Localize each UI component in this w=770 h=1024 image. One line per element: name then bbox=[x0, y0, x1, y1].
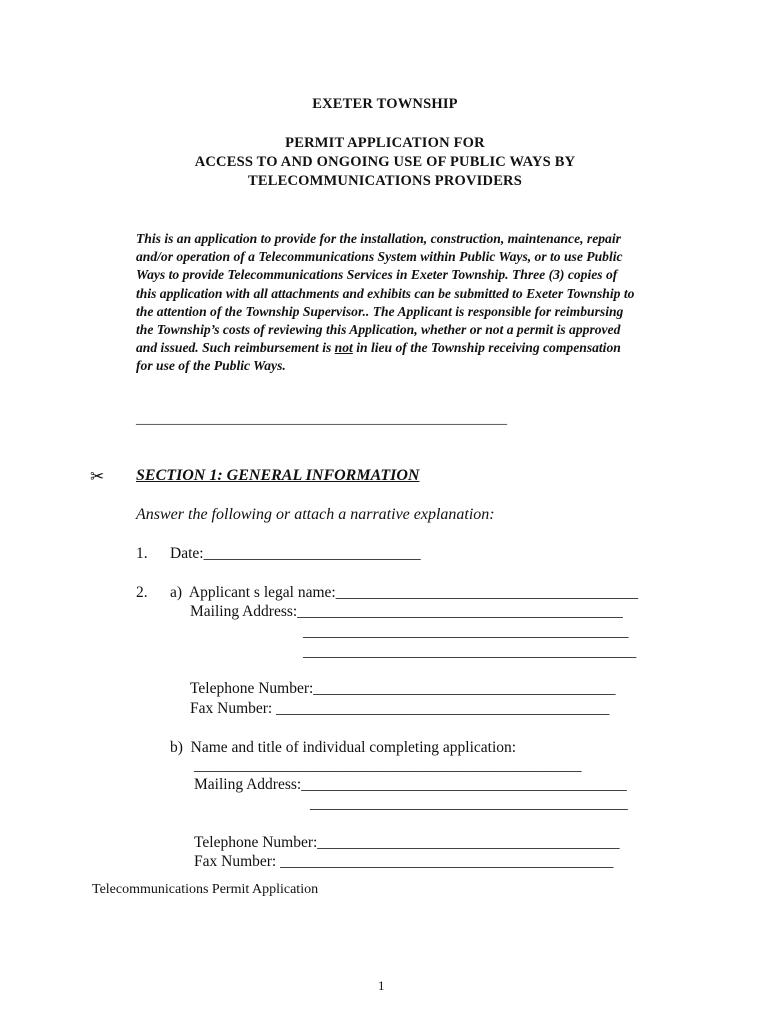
signature-line[interactable]: _____________________________________________________ bbox=[136, 412, 507, 427]
intro-text-2: in lieu of the Township receiving compensation for use of the Public Ways. bbox=[136, 340, 621, 374]
page-number: 1 bbox=[378, 978, 385, 993]
individual-address-line-2[interactable]: _________________________________________ bbox=[310, 795, 628, 812]
individual-mailing-address-field[interactable]: Mailing Address:__________________________________________ bbox=[194, 776, 627, 793]
applicant-mailing-address-field[interactable]: Mailing Address:__________________________________________ bbox=[190, 603, 623, 620]
section-heading: SECTION 1: GENERAL INFORMATION bbox=[136, 467, 420, 484]
applicant-address-line-3[interactable]: ___________________________________________ bbox=[303, 643, 637, 660]
individual-fax-field[interactable]: Fax Number: ___________________________________________ bbox=[194, 853, 614, 870]
intro-text-1: This is an application to provide for the installation, construction, maintenance, repair and/or operation of a Telecommunications System within Public Ways, or to use Public Ways to provide Telecommunications Services in Exeter Township. Three (3) copies of this application with all attachments and exhibits can be submitted to Exeter Township to the attention of the Township Supervisor.. The Applicant is responsible for reimbursing the Township’s costs of reviewing this Application, whether or not a permit is approved and issued. Such reimbursement is bbox=[136, 231, 635, 356]
individual-name-label: b) Name and title of individual completing application: bbox=[170, 739, 517, 756]
scissors-icon: ✂ bbox=[90, 467, 105, 487]
footer-label: Telecommunications Permit Application bbox=[92, 882, 319, 897]
intro-emphasis: not bbox=[334, 340, 353, 356]
title-line-1: PERMIT APPLICATION FOR bbox=[285, 135, 485, 151]
individual-name-field[interactable]: __________________________________________________ bbox=[194, 757, 582, 774]
title-line-2: ACCESS TO AND ONGOING USE OF PUBLIC WAYS BY bbox=[194, 154, 576, 170]
intro-paragraph bbox=[136, 230, 636, 376]
q2-number: 2. bbox=[136, 584, 148, 601]
applicant-telephone-field[interactable]: Telephone Number:_______________________________________ bbox=[190, 680, 616, 697]
date-field[interactable]: Date:____________________________ bbox=[170, 545, 421, 562]
individual-telephone-field[interactable]: Telephone Number:_______________________________________ bbox=[194, 834, 620, 851]
q1-number: 1. bbox=[136, 545, 148, 562]
applicant-legal-name-field[interactable]: a) Applicant s legal name:_______________________________________ bbox=[170, 584, 638, 601]
section-instructions: Answer the following or attach a narrative explanation: bbox=[136, 506, 495, 523]
applicant-fax-field[interactable]: Fax Number: ___________________________________________ bbox=[190, 700, 610, 717]
township-name: EXETER TOWNSHIP bbox=[312, 96, 458, 112]
title-line-3: TELECOMMUNICATIONS PROVIDERS bbox=[247, 173, 522, 189]
applicant-address-line-2[interactable]: __________________________________________ bbox=[303, 623, 629, 640]
